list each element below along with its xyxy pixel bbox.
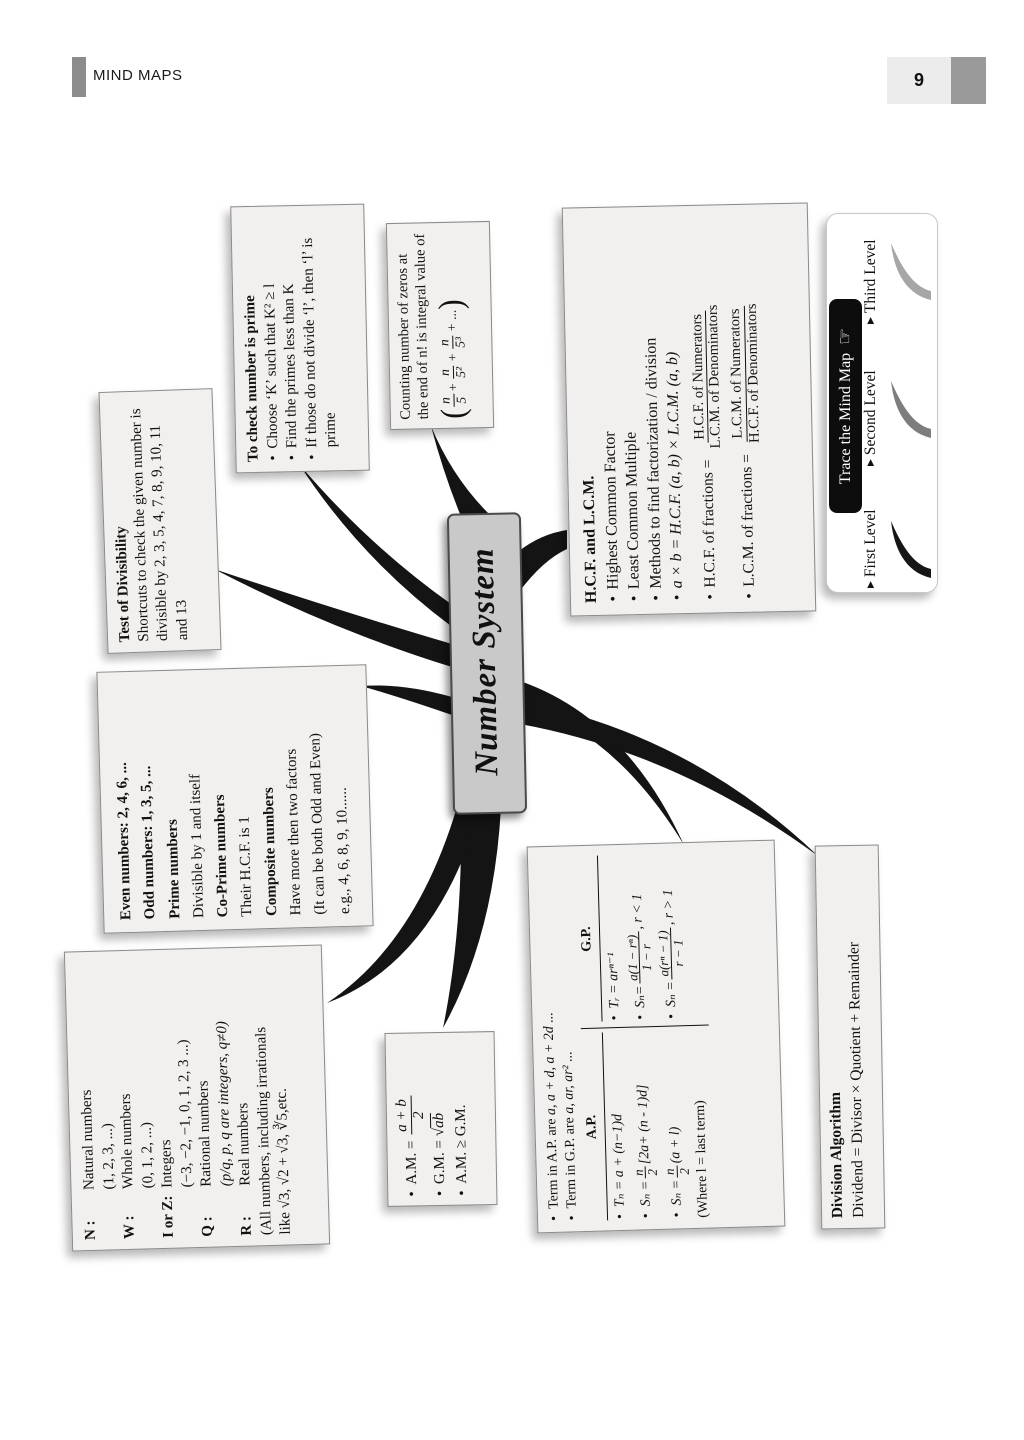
set-symbol: Q : xyxy=(199,1216,216,1237)
composite-numbers-line: Composite numbers xyxy=(260,787,281,917)
prime-numbers-desc: Divisible by 1 and itself xyxy=(187,773,208,919)
formula-label: • Sₙ= xyxy=(632,985,648,1009)
sets-footer-line1: (All numbers, including irrationals xyxy=(252,1026,275,1236)
rule-label: • H.C.F. of fractions = xyxy=(699,459,719,588)
prime-bullet: • Choose ‘K’ such that K² ≥ l xyxy=(259,216,284,461)
branch-counting-zeros xyxy=(431,426,489,514)
formula-rest: (a + l) xyxy=(667,1126,684,1164)
set-name: Integers xyxy=(158,1139,176,1189)
rule-label: • L.C.M. of fractions = xyxy=(737,453,758,587)
gp-sum-formula-2 xyxy=(654,853,687,1020)
branch-even-odd xyxy=(361,685,452,715)
frac-den: 1 − r xyxy=(638,943,655,972)
composite-note: (It can be both Odd and Even) xyxy=(307,732,329,915)
branch-hcf-lcm xyxy=(519,530,567,592)
plus-sign: + xyxy=(444,352,460,363)
legend-title-pill xyxy=(829,299,862,513)
test-of-divisibility-box xyxy=(98,388,221,654)
triangle-marker-icon: ▶ xyxy=(865,581,875,588)
hcf-bullet: • Least Common Multiple xyxy=(616,219,646,602)
central-node-number-system xyxy=(447,512,527,814)
sets-footer-line2: like √3, √2 + √3, ∛5,etc. xyxy=(273,1087,294,1235)
hcf-bullet: • a × b = H.C.F. (a, b) × L.C.M. (a, b) xyxy=(659,218,689,601)
frac-num: n xyxy=(438,336,453,349)
gp-column xyxy=(576,853,708,1030)
frac-den: r − 1 xyxy=(669,939,686,967)
composite-desc: Have more then two factors xyxy=(283,748,305,916)
ap-header: A.P. xyxy=(581,1033,607,1221)
am-den: 2 xyxy=(410,1111,427,1120)
set-symbol: I or Z: xyxy=(159,1195,177,1239)
formula-condition: , r > 1 xyxy=(660,889,677,926)
test-box-title: Test of Divisibility xyxy=(113,525,134,643)
intro-math: a, a + d, a + 2d ... xyxy=(541,1011,560,1116)
intro-text: Term in A.P. are xyxy=(544,1114,562,1210)
hcf-box-title: H.C.F. and L.C.M. xyxy=(580,475,601,604)
page-number: 9 xyxy=(887,57,951,104)
set-name: Whole numbers xyxy=(117,1093,137,1190)
frac-num: n xyxy=(439,394,454,407)
plus-sign: + xyxy=(444,382,460,393)
set-name: Rational numbers xyxy=(195,1080,215,1187)
frac-num: a(1 − rⁿ) xyxy=(625,932,641,984)
rule-num: L.C.M. of Numerators xyxy=(728,305,747,441)
frac-num: n xyxy=(438,366,453,379)
legend-item-label: Second Level xyxy=(862,370,879,456)
prime-bullet: • If those do not divide ‘l’, then ‘l’ is prime xyxy=(298,215,342,461)
prime-bullet: • Find the primes less than K xyxy=(278,216,303,461)
formula-label: • Sₙ = xyxy=(637,1180,654,1207)
coprime-desc: Their H.C.F. is 1 xyxy=(236,816,256,917)
frac-num: n xyxy=(663,1165,678,1178)
ap-sum-formula-1 xyxy=(628,1031,662,1219)
hcf-fraction-rule xyxy=(688,217,727,601)
third-level-swoosh xyxy=(889,240,933,304)
radicand: ab xyxy=(430,1112,447,1129)
even-numbers-line: Even numbers: 2, 4, 6, ... xyxy=(113,761,135,921)
gp-header: G.P. xyxy=(576,856,602,1023)
am-gm-box xyxy=(384,1031,497,1207)
hcf-bullet: • Methods to find factorization / division xyxy=(638,219,668,602)
legend-item-second-level xyxy=(862,370,880,466)
legend-title: Trace the Mind Map xyxy=(836,352,854,485)
set-name: Real numbers xyxy=(235,1102,254,1186)
am-label: • A.M. = xyxy=(403,1140,421,1185)
ap-gp-table xyxy=(576,853,713,1221)
frac-den: 5³ xyxy=(451,336,467,348)
set-name: Natural numbers xyxy=(78,1089,98,1191)
open-paren: ( xyxy=(434,408,473,420)
formula-rest: [2a+ (n - 1)d] xyxy=(635,1084,653,1165)
counting-zeros-box xyxy=(386,221,494,430)
ap-column xyxy=(581,1026,713,1221)
check-prime-box xyxy=(230,204,370,474)
division-box-title: Division Algorithm xyxy=(826,1091,847,1219)
formula-tail: + ... xyxy=(443,309,459,333)
legend-item-first-level xyxy=(862,509,880,588)
coprime-numbers-line: Co-Prime numbers xyxy=(212,794,232,918)
legend-item-label: Third Level xyxy=(862,239,879,314)
prime-box-title: To check number is prime xyxy=(242,295,262,463)
hcf-bullet: • Highest Common Factor xyxy=(595,219,625,602)
trace-mind-map-legend xyxy=(826,213,938,593)
test-box-body: Shortcuts to check the given number is divisible by 2, 3, 5, 4, 7, 8, 9, 10, 11 and 13 xyxy=(128,408,191,642)
formula-text: • Tᵣ = arⁿ⁻¹ xyxy=(605,952,622,1009)
central-node-label: Number System xyxy=(464,546,505,777)
radical-sign: √ xyxy=(430,1127,447,1137)
set-detail: (p/q, p, q are integers, q≠0) xyxy=(213,1020,234,1187)
gp-term-formula xyxy=(601,855,624,1022)
rule-den: H.C.F. of Denominators xyxy=(743,303,763,444)
am-num: a + b xyxy=(395,1096,412,1135)
frac-den: 2 xyxy=(645,1168,661,1176)
set-detail: (0, 1, 2, ...) xyxy=(138,1121,157,1189)
legend-item-label: First Level xyxy=(862,509,879,578)
am-gm-inequality: • A.M. ≥ G.M. xyxy=(449,1040,474,1196)
intro-math: a, ar, ar² ... xyxy=(560,1051,578,1114)
lcm-fraction-rule xyxy=(726,217,765,601)
formula-label: • Sₙ = xyxy=(663,981,680,1008)
hcf-lcm-box xyxy=(562,202,817,616)
frac-num: a(rⁿ − 1) xyxy=(656,927,672,979)
gm-formula xyxy=(426,1041,451,1197)
frac-den: 2 xyxy=(676,1167,692,1175)
rule-den: L.C.M. of Denominators xyxy=(704,304,725,449)
formula-condition: , r < 1 xyxy=(629,893,646,930)
number-types-box xyxy=(96,664,373,933)
ap-gp-box xyxy=(527,840,786,1234)
frac-den: 5 xyxy=(453,396,469,404)
triangle-marker-icon: ▶ xyxy=(865,317,875,324)
pointing-hand-icon: ☞ xyxy=(835,327,856,345)
set-symbol: N : xyxy=(82,1220,99,1241)
first-level-swoosh xyxy=(889,518,933,582)
division-algorithm-box xyxy=(815,844,886,1229)
frac-num: n xyxy=(631,1166,646,1179)
set-symbol: R : xyxy=(238,1215,255,1236)
header-label: MIND MAPS xyxy=(93,67,183,84)
ap-sum-formula-2 xyxy=(659,1031,693,1219)
close-paren: ) xyxy=(432,299,471,310)
set-detail: (1, 2, 3, ...) xyxy=(99,1123,118,1190)
ap-term-formula xyxy=(606,1032,629,1220)
second-level-swoosh xyxy=(889,378,933,442)
am-formula xyxy=(394,1041,429,1198)
gm-label: • G.M. = xyxy=(430,1140,448,1185)
prime-numbers-line: Prime numbers xyxy=(164,818,183,919)
zeros-box-intro: Counting number of zeros at the end of n! is integral value of xyxy=(394,233,433,420)
odd-numbers-line: Odd numbers: 1, 3, 5, ... xyxy=(138,765,159,920)
frac-den: 5² xyxy=(452,366,468,378)
formula-label: • Sₙ = xyxy=(669,1179,685,1206)
triangle-marker-icon: ▶ xyxy=(865,459,875,466)
legend-item-third-level xyxy=(862,239,880,324)
branch-division-algorithm xyxy=(520,701,818,856)
rule-num: H.C.F. of Numerators xyxy=(690,311,709,443)
set-symbol: W : xyxy=(121,1215,138,1240)
gp-sum-formula-1 xyxy=(623,854,656,1021)
composite-examples: e.g., 4, 6, 8, 9, 10...... xyxy=(333,787,353,915)
set-detail: (−3, −2, −1, 0, 1, 2, 3 ...) xyxy=(174,1039,195,1188)
zeros-formula xyxy=(431,231,472,419)
ap-note: (Where l = last term) xyxy=(693,1100,712,1218)
branch-check-prime xyxy=(299,464,451,626)
formula-text: • Tₙ = a + (n−1)d xyxy=(609,1113,628,1208)
number-sets-box xyxy=(64,944,330,1251)
intro-text: Term in G.P. are xyxy=(562,1113,580,1209)
division-box-body: Dividend = Divisor × Quotient + Remainder xyxy=(845,941,868,1219)
